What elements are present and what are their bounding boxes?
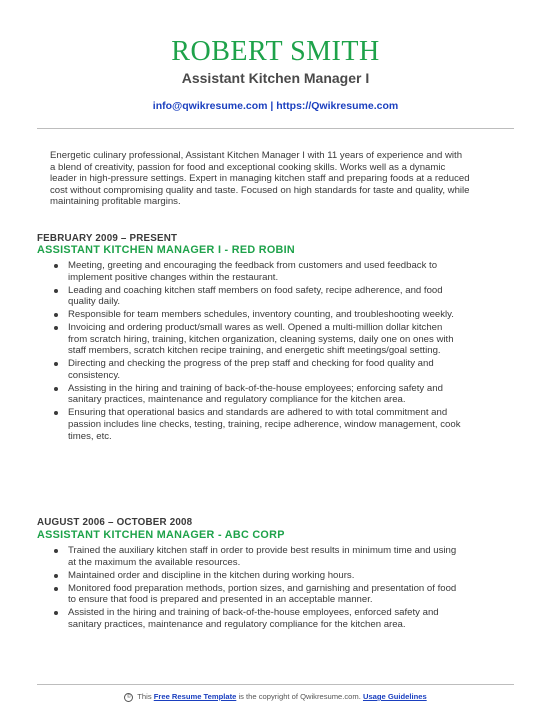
footer-prefix: This [137,692,152,701]
list-item: Assisting in the hiring and training of back-of-the-house employees; enforcing safety and sanitary practices, maintenance and regulatory compliance for the kitchen area. [52,383,462,406]
footer-copyright-text: is the copyright of Qwikresume.com. [238,692,361,701]
email-link[interactable]: info@qwikresume.com [152,100,268,112]
list-item: Monitored food preparation methods, portion sizes, and garnishing and presentation of food to ensure that food is prepared and presented in an acceptable manner. [52,583,462,606]
contact-separator: | [270,100,274,112]
experience-1-role: ASSISTANT KITCHEN MANAGER I - RED ROBIN [37,244,296,256]
candidate-name: ROBERT SMITH [171,36,380,67]
list-item: Maintained order and discipline in the kitchen during working hours. [52,570,462,582]
list-item: Leading and coaching kitchen staff members on food safety, recipe adherence, and food quality daily. [52,285,462,308]
list-item: Ensuring that operational basics and standards are adhered to with total commitment and passion includes line checks, testing, training, recipe adherence, window management, cook times, etc. [52,407,462,442]
candidate-title: Assistant Kitchen Manager I [181,70,370,86]
list-item: Responsible for team members schedules, inventory counting, and troubleshooting weekly. [52,309,462,321]
list-item: Invoicing and ordering product/small wares as well. Opened a multi-million dollar kitchen from scratch hiring, training, kitchen organization, cleaning systems, daily one on ones with staff members, scratch kitchen recipe training, and energetic shift meetings/goal setting. [52,322,462,357]
experience-2-dates: AUGUST 2006 – OCTOBER 2008 [37,517,193,528]
list-item: Assisted in the hiring and training of back-of-the-house employees, enforced safety and sanitary practices, maintenance and regulatory compliance for the kitchen area. [52,607,462,630]
experience-2-bullets [52,545,462,632]
list-item: Meeting, greeting and encouraging the feedback from customers and used feedback to implement positive changes within the restaurant. [52,260,462,283]
professional-summary: Energetic culinary professional, Assistant Kitchen Manager I with 11 years of experience and with a blend of creativity, passion for food and exceptional cooking skills. Works well as a dynamic leader in high-pressure settings. Expert in managing kitchen staff and preparing foods at a reduced cost without compromising quality and taste. Focused on high standards for taste and quality, while maintaining profitable margins. [50,150,470,208]
usage-guidelines-link[interactable]: Usage Guidelines [362,692,427,701]
header-divider [37,128,514,129]
contact-line [0,100,551,112]
experience-2-role: ASSISTANT KITCHEN MANAGER - ABC CORP [37,529,285,541]
experience-1-dates: FEBRUARY 2009 – PRESENT [37,233,178,244]
footer [0,692,551,702]
list-item: Trained the auxiliary kitchen staff in order to provide best results in minimum time and using at the maximum the available resources. [52,545,462,568]
footer-divider [37,684,514,685]
website-link[interactable]: https://Qwikresume.com [276,100,399,112]
experience-1-bullets [52,260,462,444]
copyright-icon: © [124,693,133,702]
list-item: Directing and checking the progress of the prep staff and checking for food quality and consistency. [52,358,462,381]
free-resume-template-link[interactable]: Free Resume Template [153,692,237,701]
